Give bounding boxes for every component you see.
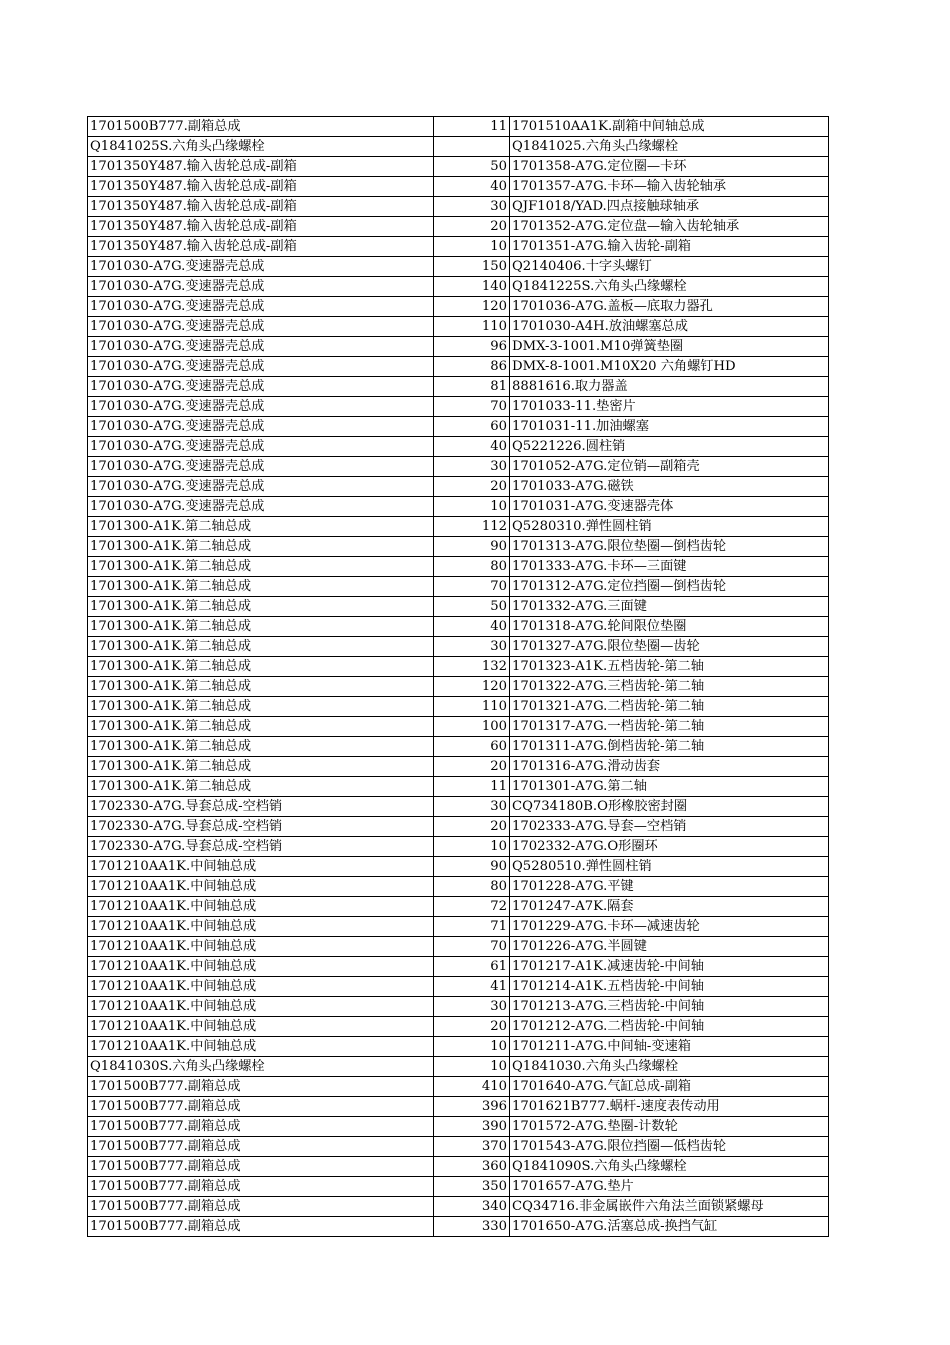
table-row [88,937,829,957]
component-part-cell: Q5280510.弹性圆柱销 [510,857,829,877]
parent-assembly-cell: 1701300-A1K.第二轴总成 [88,657,434,677]
parent-assembly-cell: 1701300-A1K.第二轴总成 [88,777,434,797]
component-part-cell: 1701036-A7G.盖板—底取力器孔 [510,297,829,317]
table-row [88,1157,829,1177]
parent-assembly-cell: 1701210AA1K.中间轴总成 [88,917,434,937]
component-part-cell: 1701351-A7G.输入齿轮-副箱 [510,237,829,257]
parent-assembly-cell: 1701500B777.副箱总成 [88,1217,434,1237]
table-row [88,337,829,357]
sequence-number-cell: 20 [434,817,510,837]
parent-assembly-cell: 1701210AA1K.中间轴总成 [88,997,434,1017]
parent-assembly-cell: 1701030-A7G.变速器壳总成 [88,357,434,377]
sequence-number-cell: 340 [434,1197,510,1217]
parent-assembly-cell: 1701030-A7G.变速器壳总成 [88,317,434,337]
table-row [88,597,829,617]
sequence-number-cell: 40 [434,177,510,197]
sequence-number-cell: 110 [434,697,510,717]
parent-assembly-cell: 1702330-A7G.导套总成-空档销 [88,837,434,857]
parent-assembly-cell: 1701030-A7G.变速器壳总成 [88,437,434,457]
parent-assembly-cell: 1701300-A1K.第二轴总成 [88,737,434,757]
table-row [88,377,829,397]
sequence-number-cell: 10 [434,837,510,857]
parent-assembly-cell: 1701300-A1K.第二轴总成 [88,757,434,777]
sequence-number-cell: 20 [434,217,510,237]
parent-assembly-cell: 1701350Y487.输入齿轮总成-副箱 [88,157,434,177]
parent-assembly-cell: 1701300-A1K.第二轴总成 [88,517,434,537]
component-part-cell: 1701033-A7G.磁铁 [510,477,829,497]
sequence-number-cell: 30 [434,197,510,217]
component-part-cell: 1701321-A7G.二档齿轮-第二轴 [510,697,829,717]
sequence-number-cell: 10 [434,1057,510,1077]
component-part-cell: Q1841225S.六角头凸缘螺栓 [510,277,829,297]
sequence-number-cell: 61 [434,957,510,977]
sequence-number-cell: 370 [434,1137,510,1157]
component-part-cell: 1702332-A7G.O形圈环 [510,837,829,857]
sequence-number-cell: 96 [434,337,510,357]
component-part-cell: 1701228-A7G.平键 [510,877,829,897]
parent-assembly-cell: 1701210AA1K.中间轴总成 [88,857,434,877]
parent-assembly-cell: 1701300-A1K.第二轴总成 [88,697,434,717]
table-row [88,437,829,457]
component-part-cell: 1701033-11.垫密片 [510,397,829,417]
parent-assembly-cell: 1701500B777.副箱总成 [88,1137,434,1157]
component-part-cell: 1701332-A7G.三面键 [510,597,829,617]
parent-assembly-cell: 1702330-A7G.导套总成-空档销 [88,797,434,817]
sequence-number-cell: 70 [434,577,510,597]
sequence-number-cell: 86 [434,357,510,377]
component-part-cell: 1701211-A7G.中间轴-变速箱 [510,1037,829,1057]
table-row [88,237,829,257]
parent-assembly-cell: 1701210AA1K.中间轴总成 [88,897,434,917]
table-row [88,757,829,777]
sequence-number-cell: 60 [434,417,510,437]
table-row [88,397,829,417]
component-part-cell: 1701327-A7G.限位垫圈—齿轮 [510,637,829,657]
parent-assembly-cell: Q1841025S.六角头凸缘螺栓 [88,137,434,157]
table-row [88,277,829,297]
parent-assembly-cell: 1701500B777.副箱总成 [88,1197,434,1217]
table-row [88,177,829,197]
table-row [88,857,829,877]
sequence-number-cell: 350 [434,1177,510,1197]
component-part-cell: 1701312-A7G.定位挡圈—倒档齿轮 [510,577,829,597]
parent-assembly-cell: 1701210AA1K.中间轴总成 [88,977,434,997]
parent-assembly-cell: 1701300-A1K.第二轴总成 [88,677,434,697]
sequence-number-cell: 30 [434,997,510,1017]
sequence-number-cell: 396 [434,1097,510,1117]
parent-assembly-cell: 1701030-A7G.变速器壳总成 [88,277,434,297]
component-part-cell: 1701322-A7G.三档齿轮-第二轴 [510,677,829,697]
table-row [88,297,829,317]
table-row [88,417,829,437]
component-part-cell: Q5280310.弹性圆柱销 [510,517,829,537]
component-part-cell: 1701052-A7G.定位销—副箱壳 [510,457,829,477]
sequence-number-cell: 30 [434,457,510,477]
parent-assembly-cell: 1701300-A1K.第二轴总成 [88,637,434,657]
component-part-cell: CQ734180B.O形橡胶密封圈 [510,797,829,817]
sequence-number-cell: 90 [434,537,510,557]
component-part-cell: 1701031-11.加油螺塞 [510,417,829,437]
sequence-number-cell: 10 [434,237,510,257]
parent-assembly-cell: 1701500B777.副箱总成 [88,117,434,137]
sequence-number-cell: 72 [434,897,510,917]
table-row [88,577,829,597]
table-row [88,1217,829,1237]
parent-assembly-cell: 1701300-A1K.第二轴总成 [88,597,434,617]
sequence-number-cell [434,137,510,157]
table-row [88,957,829,977]
parent-assembly-cell: 1701350Y487.输入齿轮总成-副箱 [88,177,434,197]
sequence-number-cell: 10 [434,1037,510,1057]
parent-assembly-cell: 1701350Y487.输入齿轮总成-副箱 [88,237,434,257]
component-part-cell: 1701333-A7G.卡环—三面键 [510,557,829,577]
table-row [88,837,829,857]
component-part-cell: 1701572-A7G.垫圈-计数轮 [510,1117,829,1137]
sequence-number-cell: 20 [434,757,510,777]
parent-assembly-cell: 1701030-A7G.变速器壳总成 [88,257,434,277]
component-part-cell: 1701657-A7G.垫片 [510,1177,829,1197]
sequence-number-cell: 140 [434,277,510,297]
sequence-number-cell: 410 [434,1077,510,1097]
component-part-cell: 1701650-A7G.活塞总成-换挡气缸 [510,1217,829,1237]
table-row [88,1177,829,1197]
parent-assembly-cell: 1701030-A7G.变速器壳总成 [88,337,434,357]
parent-assembly-cell: 1701300-A1K.第二轴总成 [88,557,434,577]
parent-assembly-cell: 1702330-A7G.导套总成-空档销 [88,817,434,837]
table-row [88,697,829,717]
sequence-number-cell: 330 [434,1217,510,1237]
table-row [88,1037,829,1057]
table-row [88,1197,829,1217]
parent-assembly-cell: Q1841030S.六角头凸缘螺栓 [88,1057,434,1077]
table-row [88,497,829,517]
component-part-cell: 1701301-A7G.第二轴 [510,777,829,797]
component-part-cell: Q2140406.十字头螺钉 [510,257,829,277]
sequence-number-cell: 41 [434,977,510,997]
component-part-cell: 1701358-A7G.定位圈—卡环 [510,157,829,177]
component-part-cell: CQ34716.非金属嵌件六角法兰面锁紧螺母 [510,1197,829,1217]
component-part-cell: 1701311-A7G.倒档齿轮-第二轴 [510,737,829,757]
table-row [88,537,829,557]
table-row [88,557,829,577]
sequence-number-cell: 120 [434,677,510,697]
sequence-number-cell: 30 [434,797,510,817]
table-row [88,1057,829,1077]
component-part-cell: 1701352-A7G.定位盘—输入齿轮轴承 [510,217,829,237]
component-part-cell: DMX-3-1001.M10弹簧垫圈 [510,337,829,357]
sequence-number-cell: 20 [434,477,510,497]
component-part-cell: DMX-8-1001.M10X20 六角螺钉HD [510,357,829,377]
sequence-number-cell: 80 [434,557,510,577]
sequence-number-cell: 40 [434,617,510,637]
table-row [88,197,829,217]
sequence-number-cell: 70 [434,397,510,417]
sequence-number-cell: 110 [434,317,510,337]
component-part-cell: 1701226-A7G.半圆键 [510,937,829,957]
table-row [88,897,829,917]
table-row [88,817,829,837]
parent-assembly-cell: 1701030-A7G.变速器壳总成 [88,497,434,517]
parent-assembly-cell: 1701300-A1K.第二轴总成 [88,617,434,637]
sequence-number-cell: 132 [434,657,510,677]
parent-assembly-cell: 1701350Y487.输入齿轮总成-副箱 [88,217,434,237]
sequence-number-cell: 10 [434,497,510,517]
sequence-number-cell: 40 [434,437,510,457]
parent-assembly-cell: 1701210AA1K.中间轴总成 [88,1017,434,1037]
table-row [88,717,829,737]
sequence-number-cell: 150 [434,257,510,277]
component-part-cell: 1701510AA1K.副箱中间轴总成 [510,117,829,137]
table-row [88,1077,829,1097]
sequence-number-cell: 20 [434,1017,510,1037]
component-part-cell: 1701212-A7G.二档齿轮-中间轴 [510,1017,829,1037]
parent-assembly-cell: 1701210AA1K.中间轴总成 [88,1037,434,1057]
component-part-cell: 1701031-A7G.变速器壳体 [510,497,829,517]
parent-assembly-cell: 1701500B777.副箱总成 [88,1097,434,1117]
table-row [88,1017,829,1037]
sequence-number-cell: 30 [434,637,510,657]
component-part-cell: 1701214-A1K.五档齿轮-中间轴 [510,977,829,997]
parent-assembly-cell: 1701030-A7G.变速器壳总成 [88,477,434,497]
table-row [88,217,829,237]
sequence-number-cell: 70 [434,937,510,957]
parts-table-body [88,117,829,1237]
component-part-cell: 1701318-A7G.轮间限位垫圈 [510,617,829,637]
parent-assembly-cell: 1701030-A7G.变速器壳总成 [88,417,434,437]
table-row [88,517,829,537]
component-part-cell: 1701217-A1K.减速齿轮-中间轴 [510,957,829,977]
table-row [88,997,829,1017]
sequence-number-cell: 50 [434,597,510,617]
table-row [88,917,829,937]
component-part-cell: 1701357-A7G.卡环—输入齿轮轴承 [510,177,829,197]
table-row [88,157,829,177]
table-row [88,137,829,157]
sequence-number-cell: 100 [434,717,510,737]
parent-assembly-cell: 1701500B777.副箱总成 [88,1117,434,1137]
table-row [88,1137,829,1157]
table-row [88,797,829,817]
sequence-number-cell: 360 [434,1157,510,1177]
table-row [88,257,829,277]
sequence-number-cell: 60 [434,737,510,757]
table-row [88,977,829,997]
table-row [88,617,829,637]
component-part-cell: 1701323-A1K.五档齿轮-第二轴 [510,657,829,677]
component-part-cell: 8881616.取力器盖 [510,377,829,397]
sequence-number-cell: 71 [434,917,510,937]
parent-assembly-cell: 1701210AA1K.中间轴总成 [88,877,434,897]
component-part-cell: 1701621B777.蜗杆-速度表传动用 [510,1097,829,1117]
sequence-number-cell: 50 [434,157,510,177]
component-part-cell: 1701316-A7G.滑动齿套 [510,757,829,777]
sequence-number-cell: 112 [434,517,510,537]
component-part-cell: 1701247-A7K.隔套 [510,897,829,917]
table-row [88,477,829,497]
parent-assembly-cell: 1701500B777.副箱总成 [88,1177,434,1197]
component-part-cell: 1701317-A7G.一档齿轮-第二轴 [510,717,829,737]
sequence-number-cell: 81 [434,377,510,397]
sequence-number-cell: 390 [434,1117,510,1137]
component-part-cell: 1701213-A7G.三档齿轮-中间轴 [510,997,829,1017]
table-row [88,657,829,677]
table-row [88,357,829,377]
parent-assembly-cell: 1701210AA1K.中间轴总成 [88,957,434,977]
table-row [88,637,829,657]
parent-assembly-cell: 1701350Y487.输入齿轮总成-副箱 [88,197,434,217]
component-part-cell: Q1841030.六角头凸缘螺栓 [510,1057,829,1077]
parent-assembly-cell: 1701030-A7G.变速器壳总成 [88,457,434,477]
table-row [88,317,829,337]
table-row [88,457,829,477]
parent-assembly-cell: 1701300-A1K.第二轴总成 [88,577,434,597]
component-part-cell: 1701030-A4H.放油螺塞总成 [510,317,829,337]
sequence-number-cell: 11 [434,117,510,137]
table-row [88,1117,829,1137]
component-part-cell: Q5221226.圆柱销 [510,437,829,457]
component-part-cell: 1701229-A7G.卡环—减速齿轮 [510,917,829,937]
sequence-number-cell: 120 [434,297,510,317]
component-part-cell: 1701640-A7G.气缸总成-副箱 [510,1077,829,1097]
parent-assembly-cell: 1701500B777.副箱总成 [88,1077,434,1097]
table-row [88,677,829,697]
sequence-number-cell: 80 [434,877,510,897]
parts-table [87,116,829,1237]
parent-assembly-cell: 1701500B777.副箱总成 [88,1157,434,1177]
parent-assembly-cell: 1701210AA1K.中间轴总成 [88,937,434,957]
sequence-number-cell: 11 [434,777,510,797]
parent-assembly-cell: 1701300-A1K.第二轴总成 [88,717,434,737]
table-row [88,737,829,757]
component-part-cell: 1701313-A7G.限位垫圈—倒档齿轮 [510,537,829,557]
component-part-cell: Q1841090S.六角头凸缘螺栓 [510,1157,829,1177]
parent-assembly-cell: 1701300-A1K.第二轴总成 [88,537,434,557]
component-part-cell: 1702333-A7G.导套—空档销 [510,817,829,837]
parent-assembly-cell: 1701030-A7G.变速器壳总成 [88,297,434,317]
table-row [88,877,829,897]
component-part-cell: QJF1018/YAD.四点接触球轴承 [510,197,829,217]
parent-assembly-cell: 1701030-A7G.变速器壳总成 [88,377,434,397]
sequence-number-cell: 90 [434,857,510,877]
table-row [88,777,829,797]
parent-assembly-cell: 1701030-A7G.变速器壳总成 [88,397,434,417]
component-part-cell: 1701543-A7G.限位挡圈—低档齿轮 [510,1137,829,1157]
table-row [88,117,829,137]
table-row [88,1097,829,1117]
component-part-cell: Q1841025.六角头凸缘螺栓 [510,137,829,157]
